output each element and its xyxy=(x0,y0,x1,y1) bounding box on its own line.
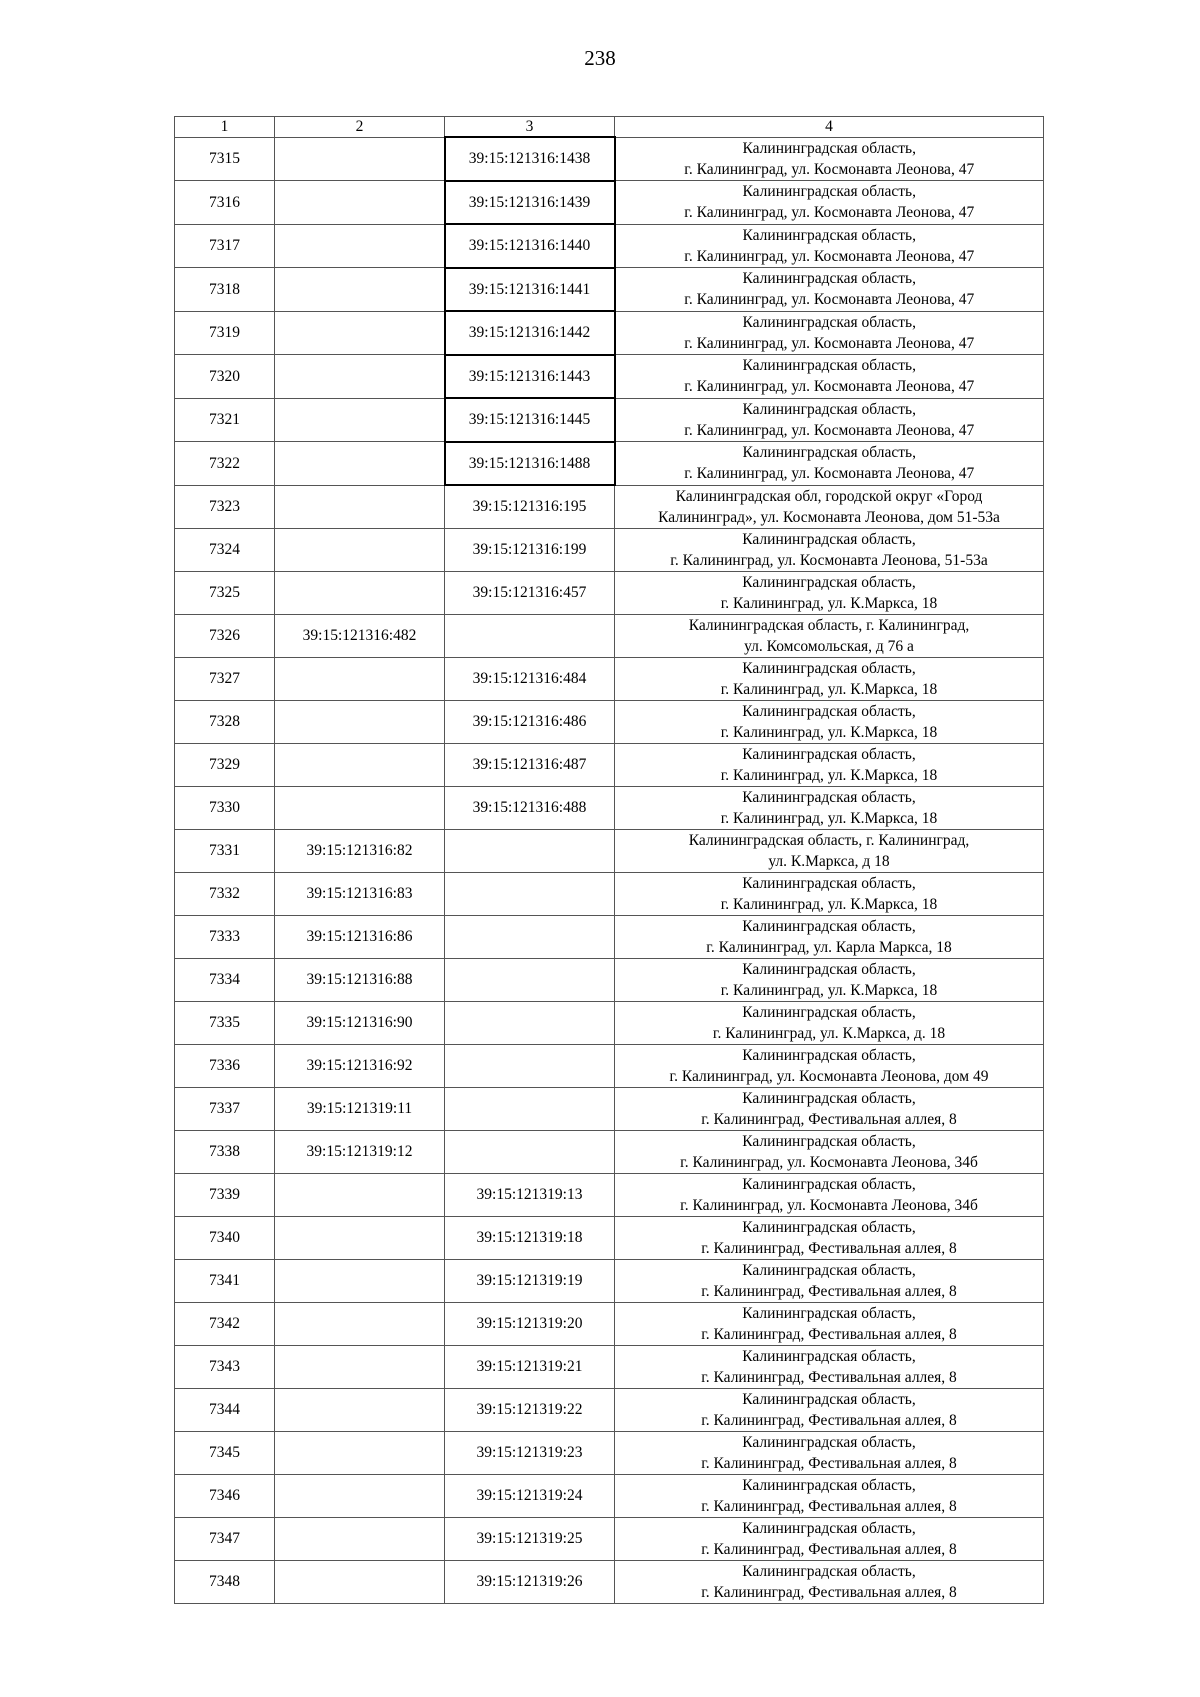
address-line: Калининградская область, xyxy=(742,788,916,806)
address-line: Калининградская область, xyxy=(742,1175,916,1193)
address-cell xyxy=(615,1044,1044,1087)
address-cell xyxy=(615,485,1044,528)
address-cell xyxy=(615,181,1044,225)
address-cell xyxy=(615,700,1044,743)
cadastral-number-col2-cell: 39:15:121316:83 xyxy=(275,872,445,915)
cadastral-number-col2-cell: 39:15:121316:86 xyxy=(275,915,445,958)
page-number: 238 xyxy=(584,46,616,70)
row-number-cell: 7320 xyxy=(175,355,275,399)
cadastral-number-col3-cell: 39:15:121316:1438 xyxy=(445,137,615,181)
cadastral-number-col3-cell: 39:15:121319:20 xyxy=(445,1302,615,1345)
table-row xyxy=(175,614,1044,657)
address-line: г. Калининград, ул. Космонавта Леонова, 34б xyxy=(680,1153,978,1171)
table-row xyxy=(175,181,1044,225)
address-line: г. Калининград, Фестивальная аллея, 8 xyxy=(701,1239,957,1257)
address-line: г. Калининград, ул. К.Маркса, 18 xyxy=(720,766,938,784)
row-number-cell: 7347 xyxy=(175,1517,275,1560)
address-line: г. Калининград, Фестивальная аллея, 8 xyxy=(701,1411,957,1429)
address-cell xyxy=(615,1431,1044,1474)
table-row xyxy=(175,137,1044,181)
row-number-cell: 7338 xyxy=(175,1130,275,1173)
cadastral-number-col3-cell xyxy=(445,1001,615,1044)
cadastral-number-col2-cell: 39:15:121319:12 xyxy=(275,1130,445,1173)
address-line: Калининградская область, xyxy=(742,1390,916,1408)
row-number-cell: 7335 xyxy=(175,1001,275,1044)
cadastral-number-col3-cell: 39:15:121316:1488 xyxy=(445,442,615,486)
table-row xyxy=(175,657,1044,700)
address-line: Калининградская область, xyxy=(742,444,916,462)
cadastral-number-col2-cell xyxy=(275,571,445,614)
cadastral-number-col3-cell: 39:15:121316:1441 xyxy=(445,268,615,312)
address-line: Калининградская область, xyxy=(742,573,916,591)
registry-table xyxy=(174,116,1044,1604)
cadastral-number-col3-cell: 39:15:121316:195 xyxy=(445,485,615,528)
address-line: г. Калининград, ул. К.Маркса, 18 xyxy=(720,809,938,827)
table-row xyxy=(175,398,1044,442)
table-row xyxy=(175,872,1044,915)
row-number-cell: 7318 xyxy=(175,268,275,312)
address-cell xyxy=(615,872,1044,915)
table-row xyxy=(175,355,1044,399)
table-row xyxy=(175,1173,1044,1216)
cadastral-number-col3-cell: 39:15:121319:25 xyxy=(445,1517,615,1560)
cadastral-number-col3-cell xyxy=(445,958,615,1001)
address-line: г. Калининград, Фестивальная аллея, 8 xyxy=(701,1583,957,1601)
cadastral-number-col2-cell xyxy=(275,311,445,355)
cadastral-number-col3-cell: 39:15:121319:21 xyxy=(445,1345,615,1388)
cadastral-number-col3-cell xyxy=(445,915,615,958)
address-line: г. Калининград, ул. Космонавта Леонова, 47 xyxy=(684,204,975,222)
cadastral-number-col3-cell xyxy=(445,872,615,915)
cadastral-number-col2-cell xyxy=(275,1517,445,1560)
column-header-3: 3 xyxy=(445,117,615,138)
address-line: Калининградская область, xyxy=(742,183,916,201)
row-number-cell: 7346 xyxy=(175,1474,275,1517)
table-row xyxy=(175,485,1044,528)
cadastral-number-col3-cell: 39:15:121319:22 xyxy=(445,1388,615,1431)
row-number-cell: 7316 xyxy=(175,181,275,225)
address-line: Калининградская область, xyxy=(742,139,916,157)
cadastral-number-col2-cell xyxy=(275,1474,445,1517)
table-row xyxy=(175,1259,1044,1302)
address-cell xyxy=(615,311,1044,355)
address-line: Калининградская область, xyxy=(742,530,916,548)
cadastral-number-col3-cell: 39:15:121316:484 xyxy=(445,657,615,700)
cadastral-number-col2-cell xyxy=(275,657,445,700)
cadastral-number-col3-cell xyxy=(445,614,615,657)
address-line: Калининградская область, xyxy=(742,1003,916,1021)
address-line: Калининградская область, xyxy=(742,1046,916,1064)
cadastral-number-col3-cell: 39:15:121316:457 xyxy=(445,571,615,614)
address-line: Калининградская область, xyxy=(742,745,916,763)
table-row xyxy=(175,1216,1044,1259)
cadastral-number-col3-cell: 39:15:121316:199 xyxy=(445,528,615,571)
table-row xyxy=(175,743,1044,786)
row-number-cell: 7334 xyxy=(175,958,275,1001)
cadastral-number-col3-cell: 39:15:121319:19 xyxy=(445,1259,615,1302)
address-cell xyxy=(615,657,1044,700)
row-number-cell: 7348 xyxy=(175,1560,275,1603)
cadastral-number-col3-cell: 39:15:121319:23 xyxy=(445,1431,615,1474)
address-line: г. Калининград, ул. К.Маркса, 18 xyxy=(720,895,938,913)
address-line: Калининградская область, xyxy=(742,1562,916,1580)
column-header-2: 2 xyxy=(275,117,445,138)
address-line: г. Калининград, ул. К.Маркса, 18 xyxy=(720,981,938,999)
table-row xyxy=(175,1044,1044,1087)
address-line: Калининградская область, xyxy=(742,226,916,244)
cadastral-number-col2-cell xyxy=(275,743,445,786)
address-line: Калининградская область, xyxy=(742,1089,916,1107)
address-line: Калининградская область, xyxy=(742,270,916,288)
cadastral-number-col2-cell xyxy=(275,224,445,268)
table-row xyxy=(175,528,1044,571)
table-body xyxy=(175,137,1044,1603)
cadastral-number-col3-cell: 39:15:121316:487 xyxy=(445,743,615,786)
row-number-cell: 7340 xyxy=(175,1216,275,1259)
cadastral-number-col2-cell xyxy=(275,1431,445,1474)
cadastral-number-col2-cell xyxy=(275,1388,445,1431)
address-cell xyxy=(615,528,1044,571)
address-line: г. Калининград, Фестивальная аллея, 8 xyxy=(701,1497,957,1515)
address-cell xyxy=(615,1130,1044,1173)
cadastral-number-col2-cell xyxy=(275,181,445,225)
row-number-cell: 7343 xyxy=(175,1345,275,1388)
table-row xyxy=(175,1087,1044,1130)
address-line: Калининградская область, г. Калининград, xyxy=(688,616,970,634)
row-number-cell: 7323 xyxy=(175,485,275,528)
address-line: г. Калининград, ул. К.Маркса, д. 18 xyxy=(712,1024,946,1042)
address-line: Калининградская область, xyxy=(742,357,916,375)
table-row xyxy=(175,442,1044,486)
row-number-cell: 7331 xyxy=(175,829,275,872)
table-row xyxy=(175,958,1044,1001)
address-cell xyxy=(615,1560,1044,1603)
row-number-cell: 7319 xyxy=(175,311,275,355)
cadastral-number-col3-cell: 39:15:121316:1442 xyxy=(445,311,615,355)
address-line: Калининградская область, xyxy=(742,659,916,677)
row-number-cell: 7329 xyxy=(175,743,275,786)
address-cell xyxy=(615,1216,1044,1259)
address-cell xyxy=(615,224,1044,268)
address-line: Калининградская область, xyxy=(742,1347,916,1365)
address-line: г. Калининград, ул. Космонавта Леонова, 47 xyxy=(684,247,975,265)
cadastral-number-col2-cell xyxy=(275,1302,445,1345)
address-line: г. Калининград, ул. Космонавта Леонова, 47 xyxy=(684,291,975,309)
row-number-cell: 7344 xyxy=(175,1388,275,1431)
address-line: Калининградская обл, городской округ «Город xyxy=(675,487,983,505)
row-number-cell: 7315 xyxy=(175,137,275,181)
cadastral-number-col3-cell: 39:15:121316:1445 xyxy=(445,398,615,442)
address-cell xyxy=(615,1345,1044,1388)
address-cell xyxy=(615,829,1044,872)
address-line: г. Калининград, ул. Космонавта Леонова, 47 xyxy=(684,421,975,439)
row-number-cell: 7330 xyxy=(175,786,275,829)
address-cell xyxy=(615,1302,1044,1345)
address-line: Калининградская область, xyxy=(742,1433,916,1451)
row-number-cell: 7341 xyxy=(175,1259,275,1302)
cadastral-number-col2-cell xyxy=(275,485,445,528)
cadastral-number-col2-cell xyxy=(275,700,445,743)
table-row xyxy=(175,311,1044,355)
row-number-cell: 7337 xyxy=(175,1087,275,1130)
address-line: Калининградская область, г. Калининград, xyxy=(688,831,970,849)
address-line: г. Калининград, ул. Космонавта Леонова, 47 xyxy=(684,160,975,178)
table-row xyxy=(175,1001,1044,1044)
address-line: г. Калининград, ул. Космонавта Леонова, 47 xyxy=(684,334,975,352)
cadastral-number-col2-cell xyxy=(275,137,445,181)
address-line: Калининградская область, xyxy=(742,874,916,892)
address-cell xyxy=(615,268,1044,312)
cadastral-number-col2-cell xyxy=(275,398,445,442)
address-cell xyxy=(615,786,1044,829)
address-line: г. Калининград, ул. Космонавта Леонова, 47 xyxy=(684,465,975,483)
address-line: г. Калининград, Фестивальная аллея, 8 xyxy=(701,1540,957,1558)
cadastral-number-col2-cell: 39:15:121319:11 xyxy=(275,1087,445,1130)
address-cell xyxy=(615,1517,1044,1560)
row-number-cell: 7342 xyxy=(175,1302,275,1345)
address-cell xyxy=(615,1001,1044,1044)
address-line: г. Калининград, ул. Космонавта Леонова, дом 49 xyxy=(669,1067,989,1085)
address-line: г. Калининград, Фестивальная аллея, 8 xyxy=(701,1454,957,1472)
cadastral-number-col3-cell xyxy=(445,1044,615,1087)
cadastral-number-col3-cell: 39:15:121316:486 xyxy=(445,700,615,743)
cadastral-number-col3-cell xyxy=(445,1087,615,1130)
cadastral-number-col3-cell: 39:15:121316:1443 xyxy=(445,355,615,399)
cadastral-number-col2-cell: 39:15:121316:82 xyxy=(275,829,445,872)
address-line: г. Калининград, ул. К.Маркса, 18 xyxy=(720,594,938,612)
address-cell xyxy=(615,442,1044,486)
address-cell xyxy=(615,137,1044,181)
cadastral-number-col2-cell: 39:15:121316:90 xyxy=(275,1001,445,1044)
cadastral-number-col2-cell xyxy=(275,1173,445,1216)
cadastral-number-col3-cell: 39:15:121319:26 xyxy=(445,1560,615,1603)
address-line: Калининградская область, xyxy=(742,1519,916,1537)
column-header-4: 4 xyxy=(615,117,1044,138)
cadastral-number-col3-cell xyxy=(445,829,615,872)
row-number-cell: 7332 xyxy=(175,872,275,915)
row-number-cell: 7321 xyxy=(175,398,275,442)
cadastral-number-col3-cell: 39:15:121319:13 xyxy=(445,1173,615,1216)
header-row xyxy=(175,117,1044,138)
address-line: Калининградская область, xyxy=(742,1304,916,1322)
address-cell xyxy=(615,355,1044,399)
address-line: г. Калининград, ул. Космонавта Леонова, 34б xyxy=(680,1196,978,1214)
cadastral-number-col2-cell xyxy=(275,1560,445,1603)
table-row xyxy=(175,786,1044,829)
address-line: Калининградская область, xyxy=(742,1261,916,1279)
address-cell xyxy=(615,571,1044,614)
table-row xyxy=(175,1345,1044,1388)
cadastral-number-col2-cell: 39:15:121316:88 xyxy=(275,958,445,1001)
address-line: Калининградская область, xyxy=(742,1218,916,1236)
address-cell xyxy=(615,614,1044,657)
address-cell xyxy=(615,1388,1044,1431)
cadastral-number-col2-cell xyxy=(275,1216,445,1259)
address-cell xyxy=(615,398,1044,442)
address-line: Калининградская область, xyxy=(742,313,916,331)
address-line: г. Калининград, Фестивальная аллея, 8 xyxy=(701,1110,957,1128)
cadastral-number-col2-cell xyxy=(275,786,445,829)
cadastral-number-col2-cell xyxy=(275,1345,445,1388)
cadastral-number-col3-cell xyxy=(445,1130,615,1173)
address-cell xyxy=(615,915,1044,958)
table-row xyxy=(175,915,1044,958)
cadastral-number-col3-cell: 39:15:121316:1439 xyxy=(445,181,615,225)
address-cell xyxy=(615,1259,1044,1302)
address-line: Калининградская область, xyxy=(742,960,916,978)
table-row xyxy=(175,1302,1044,1345)
address-line: г. Калининград, ул. К.Маркса, 18 xyxy=(720,723,938,741)
cadastral-number-col3-cell: 39:15:121319:24 xyxy=(445,1474,615,1517)
address-line: Калининград», ул. Космонавта Леонова, дом 51-53а xyxy=(658,508,1000,526)
address-line: Калининградская область, xyxy=(742,917,916,935)
table-header xyxy=(175,117,1044,138)
table-row xyxy=(175,829,1044,872)
table-row xyxy=(175,268,1044,312)
row-number-cell: 7339 xyxy=(175,1173,275,1216)
row-number-cell: 7324 xyxy=(175,528,275,571)
cadastral-number-col2-cell xyxy=(275,268,445,312)
address-cell xyxy=(615,1474,1044,1517)
row-number-cell: 7327 xyxy=(175,657,275,700)
address-cell xyxy=(615,743,1044,786)
address-cell xyxy=(615,958,1044,1001)
cadastral-number-col2-cell: 39:15:121316:482 xyxy=(275,614,445,657)
address-line: г. Калининград, ул. Карла Маркса, 18 xyxy=(706,938,952,956)
address-line: Калининградская область, xyxy=(742,400,916,418)
address-line: ул. Комсомольская, д 76 а xyxy=(744,637,914,655)
cadastral-number-col2-cell: 39:15:121316:92 xyxy=(275,1044,445,1087)
cadastral-number-col2-cell xyxy=(275,528,445,571)
address-cell xyxy=(615,1087,1044,1130)
table-row xyxy=(175,1388,1044,1431)
row-number-cell: 7328 xyxy=(175,700,275,743)
cadastral-number-col2-cell xyxy=(275,355,445,399)
cadastral-number-col2-cell xyxy=(275,442,445,486)
address-line: г. Калининград, ул. Космонавта Леонова, 51-53а xyxy=(670,551,988,569)
address-line: Калининградская область, xyxy=(742,1132,916,1150)
row-number-cell: 7333 xyxy=(175,915,275,958)
table-row xyxy=(175,1517,1044,1560)
row-number-cell: 7317 xyxy=(175,224,275,268)
table-row xyxy=(175,1474,1044,1517)
cadastral-number-col3-cell: 39:15:121319:18 xyxy=(445,1216,615,1259)
address-line: Калининградская область, xyxy=(742,1476,916,1494)
table-row xyxy=(175,700,1044,743)
table-row xyxy=(175,1560,1044,1603)
address-line: г. Калининград, Фестивальная аллея, 8 xyxy=(701,1325,957,1343)
address-line: г. Калининград, ул. К.Маркса, 18 xyxy=(720,680,938,698)
row-number-cell: 7345 xyxy=(175,1431,275,1474)
address-line: ул. К.Маркса, д 18 xyxy=(768,852,890,870)
row-number-cell: 7322 xyxy=(175,442,275,486)
cadastral-number-col2-cell xyxy=(275,1259,445,1302)
table-row xyxy=(175,224,1044,268)
table-row xyxy=(175,571,1044,614)
address-line: г. Калининград, Фестивальная аллея, 8 xyxy=(701,1368,957,1386)
row-number-cell: 7325 xyxy=(175,571,275,614)
table-row xyxy=(175,1431,1044,1474)
row-number-cell: 7336 xyxy=(175,1044,275,1087)
address-line: Калининградская область, xyxy=(742,702,916,720)
address-line: г. Калининград, ул. Космонавта Леонова, 47 xyxy=(684,378,975,396)
column-header-1: 1 xyxy=(175,117,275,138)
address-line: г. Калининград, Фестивальная аллея, 8 xyxy=(701,1282,957,1300)
cadastral-number-col3-cell: 39:15:121316:1440 xyxy=(445,224,615,268)
row-number-cell: 7326 xyxy=(175,614,275,657)
table-row xyxy=(175,1130,1044,1173)
address-cell xyxy=(615,1173,1044,1216)
cadastral-number-col3-cell: 39:15:121316:488 xyxy=(445,786,615,829)
